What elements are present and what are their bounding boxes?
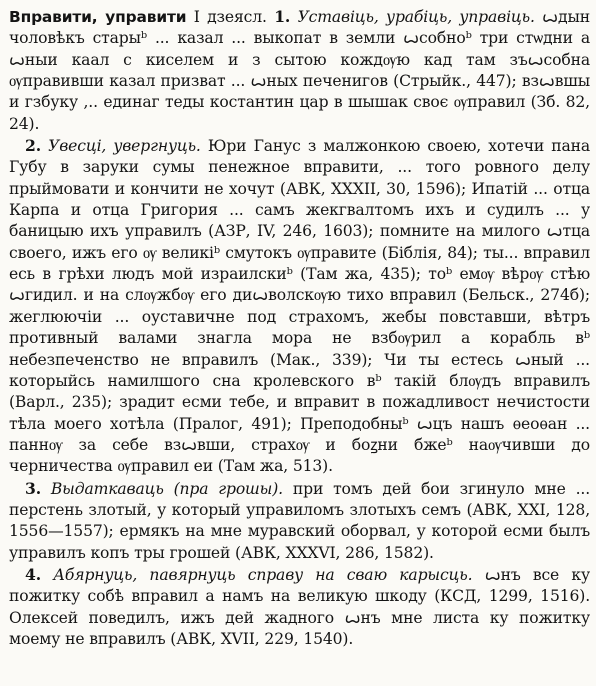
- sense-citations-3: при томъ дей бои згинуло мне ... перстень злотый, у который управиломъ злотыхъ семъ (АВК, XXI, 128, 1556—1557); ермякъ на мне муравский оборвал, у которой есми былъ управилъ копъ тры грошей (АВК, XXXVI, 286, 1582).: [9, 479, 591, 562]
- entry-paragraph-2: [9, 135, 590, 478]
- sense-number-4: 4.: [25, 564, 41, 584]
- headword: Вправити, управити: [9, 8, 187, 26]
- sense-definition-2: Увесці, увергнуць.: [48, 137, 201, 156]
- entry-paragraph-4: [9, 564, 590, 650]
- entry-paragraph-1: [9, 6, 590, 135]
- sense-definition-4: Абярнуць, павярнуць справу на сваю карысць.: [53, 565, 473, 584]
- sense-citations-2: Юри Ганус з малжонкою своею, хотечи пана Губу в заруки сумы пенежное вправити, ... того ровного делу прыймовати и кончити не хочут (АВК, XXXII, 30, 1596); Ипатій ... отца Карпа и отца Григория ... самъ жекгвалтомъ ихъ и судилъ ... у баницыю ихъ управилъ (АЗР, IV, 246, 1603); помните на милого ꙍтца своего, ижъ его ѹ великіᵇ смутокъ ѹправите (Біблія, 84); ты... вправил есь в грѣхи людъ мой израилскиᵇ (Там жа, 435); тоᵇ емѹ вѣрѹ стѣю ꙍгидил. и на слѹжбѹ его диꙍволскѹю тихо вправил (Бельск., 274б); жеглюючіи ... оуставичне под страхомъ, жебы повставши, вѣтръ противный валами знагла мора не взбѹрил а корабль вᵇ небезпеченство не вправилъ (Мак., 339); Чи ты естесь ꙍный ... которыйсь намилшого сна кролевского вᵇ такій блѹдъ вправилъ (Варл., 235); зрадит есми тебе, и вправит в пожадливост нечистости тѣла моего хотѣла (Пралог, 491); Преподобныᵇ ꙍцъ нашъ ѳеоѳан ... паннѹ за себе взꙍвши, страхѹ и боꙁни бжеᵇ наѹчивши до черничества ѹправил еи (Там жа, 513).: [9, 137, 591, 476]
- sense-number-2: 2.: [25, 136, 41, 156]
- sense-citations-4: ꙍнъ все ку пожитку собѣ вправил а намъ на великую шкоду (КСД, 1299, 1516). Олексей поведилъ, ижъ дей жадного ꙍнъ мне листа ку пожитку моему не вправилъ (АВК, XVII, 229, 1540).: [9, 565, 591, 648]
- sense-definition-1: Уставіць, урабіць, управіць.: [297, 8, 535, 26]
- sense-citations-1: ꙍдын чоловѣкъ старыᵇ ... казал ... выкопат в земли ꙍсобноᵇ три стѡдни а ꙍныи каал с киселем и з сытою кождѹю кад там зъꙍсобна ѹправивши казал призват ... ꙍных печенигов (Стрыйк., 447); взꙍвшы и гзбуку ,.. единаг теды костантин цар в шышак своє ѹправил (Зб. 82, 24).: [9, 8, 591, 133]
- grammar-label: I дзеясл.: [193, 8, 267, 26]
- sense-definition-3: Выдаткаваць (пра грошы).: [50, 479, 283, 498]
- sense-number-1: 1.: [274, 7, 291, 26]
- sense-number-3: 3.: [25, 478, 41, 498]
- entry-paragraph-3: [9, 478, 590, 564]
